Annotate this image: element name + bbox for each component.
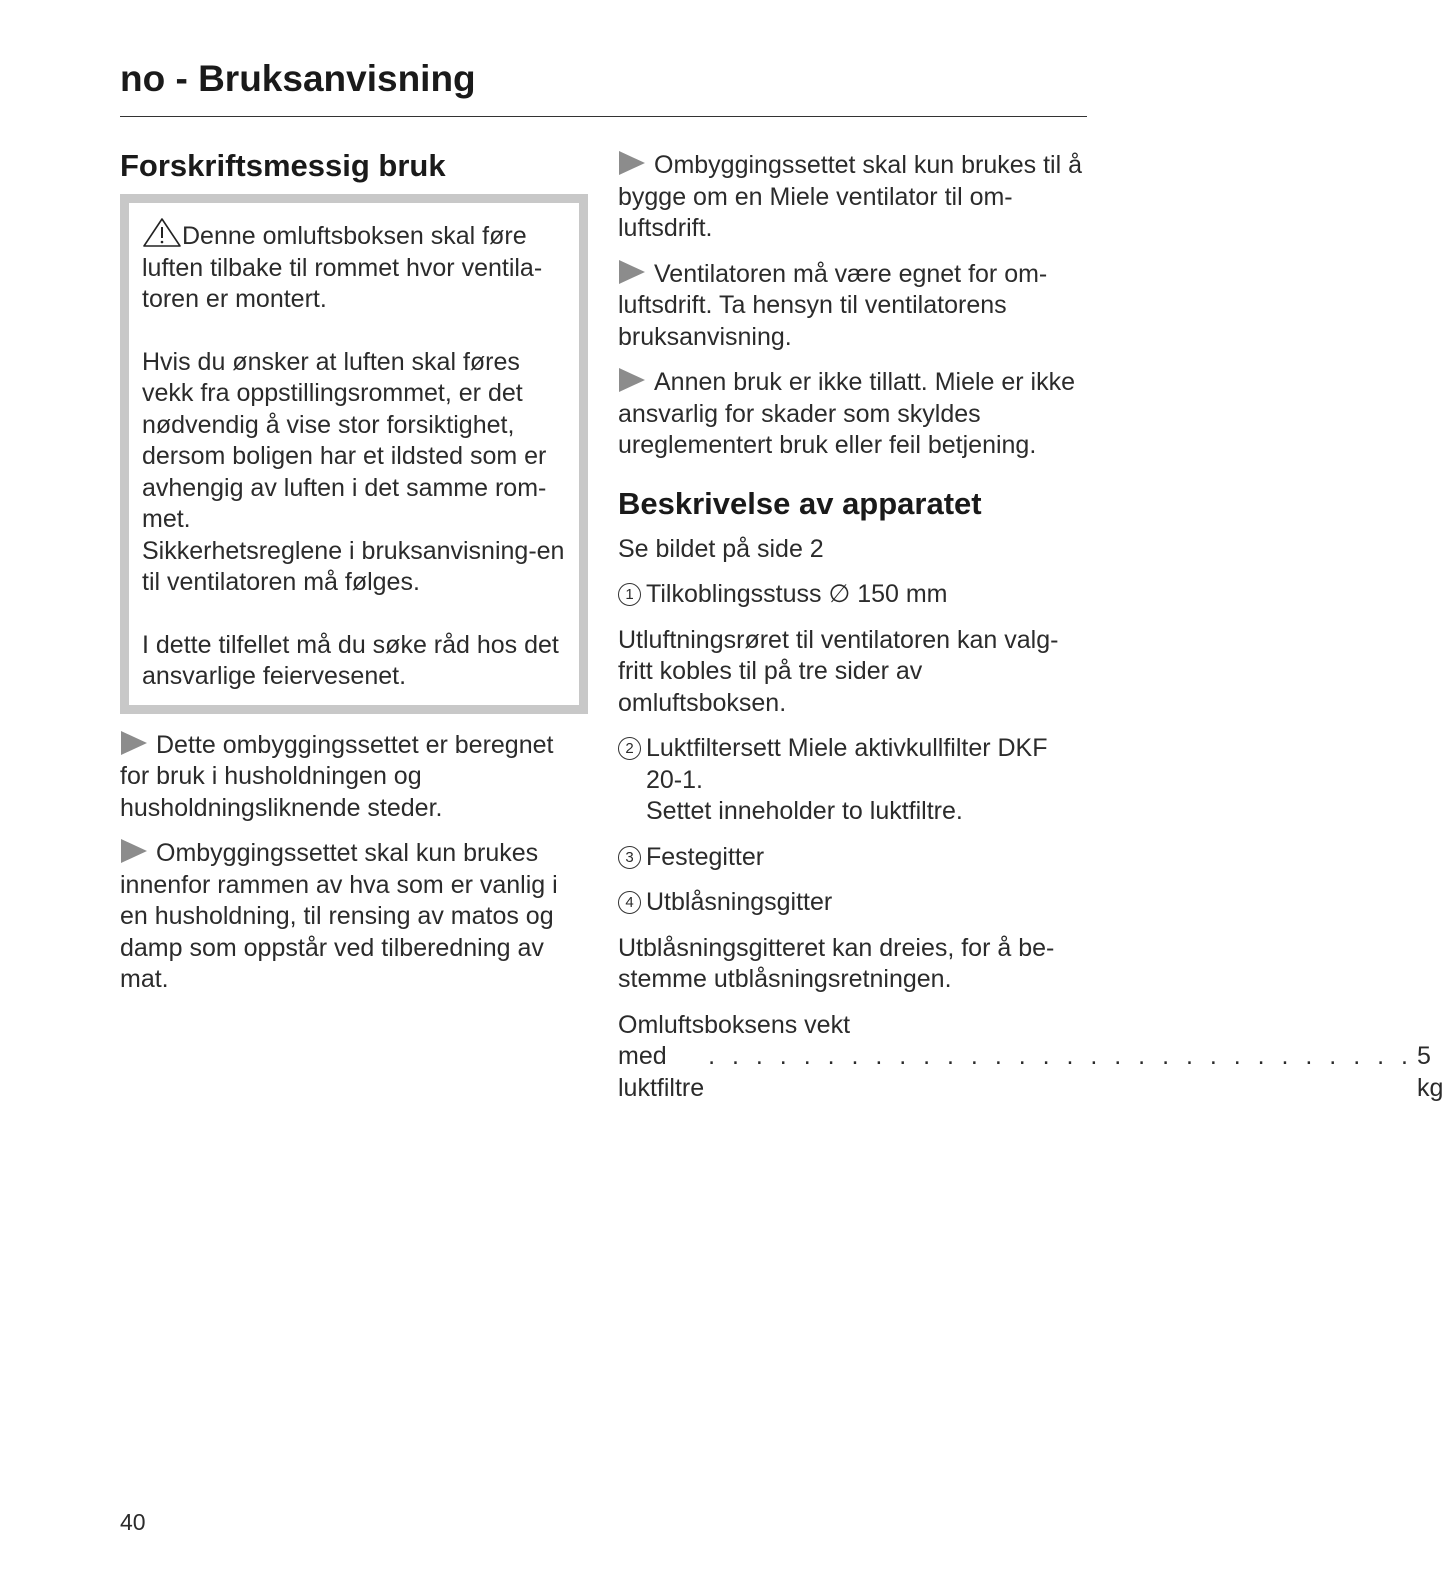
warning-triangle-icon bbox=[142, 217, 182, 247]
grille-note: Utblåsningsgitteret kan dreies, for å be-stemme utblåsningsretningen. bbox=[618, 933, 1055, 993]
callout-number: 4 bbox=[618, 891, 641, 914]
bullet-item: Ventilatoren må være egnet for om-luftsdrift. Ta hensyn til ventilatorens bruksanvisning. bbox=[618, 259, 1048, 351]
bullet-item: Ombyggingssettet skal kun brukes innenfor rammen av hva som er vanlig i en husholdning, til rensing av matos og damp som oppstår ved tilberedning av mat. bbox=[120, 839, 558, 993]
page-title: no - Bruksanvisning bbox=[120, 58, 476, 99]
weight-line-2: med luktfiltre . . . . . . . . . . . . . . . . . . . . . . . . . . . . . . 5 kg bbox=[618, 1041, 1088, 1104]
warning-text-2b: Sikkerhetsreglene i bruksanvisning-en til ventilatoren må følges. bbox=[142, 536, 565, 596]
bullet-triangle-icon bbox=[120, 839, 148, 863]
bullet-item: Annen bruk er ikke tillatt. Miele er ikke ansvarlig for skader som skyldes ureglementert bruk eller feil betjening. bbox=[618, 368, 1076, 459]
callout-number: 1 bbox=[618, 583, 641, 606]
description-intro: Se bildet på side 2 bbox=[618, 534, 824, 563]
numbered-item-4: 4 Utblåsningsgitter bbox=[618, 887, 1088, 919]
right-column bbox=[618, 150, 1443, 1104]
section-heading-intended-use: Forskriftsmessig bruk bbox=[120, 148, 446, 183]
page-number: 40 bbox=[120, 1509, 146, 1535]
connection-note: Utluftningsrøret til ventilatoren kan valg-fritt kobles til på tre sider av omluftsboksen. bbox=[618, 625, 1059, 717]
callout-number: 3 bbox=[618, 846, 641, 869]
weight-line-1: Omluftsboksens vekt bbox=[618, 1010, 851, 1039]
title-divider bbox=[120, 116, 1087, 117]
bullet-triangle-icon bbox=[618, 260, 646, 284]
callout-number: 2 bbox=[618, 737, 641, 760]
warning-paragraph-1 bbox=[142, 217, 567, 316]
weight-spec bbox=[618, 1010, 1443, 1105]
left-column bbox=[120, 148, 588, 996]
warning-paragraph-2 bbox=[142, 347, 567, 599]
numbered-item-1: 1 Tilkoblingsstuss ∅ 150 mm bbox=[618, 579, 1088, 611]
bullet-item: Dette ombyggingssettet er beregnet for bruk i husholdningen og husholdningsliknende steder. bbox=[120, 730, 554, 822]
bullet-item: Ombyggingssettet skal kun brukes til å bygge om en Miele ventilator til om-luftsdrift. bbox=[618, 151, 1082, 242]
leader-dots: . . . . . . . . . . . . . . . . . . . . . . . . . . . . . . bbox=[708, 1042, 1413, 1070]
weight-value: 5 kg bbox=[1416, 1042, 1443, 1102]
numbered-item-2: 2 Luktfiltersett Miele aktivkullfilter DKF 20-1. Settet inneholder to luktfiltre. bbox=[618, 733, 1088, 828]
warning-box bbox=[120, 194, 588, 714]
numbered-item-3: 3 Festegitter bbox=[618, 842, 1088, 874]
bullet-triangle-icon bbox=[618, 151, 646, 175]
bullet-triangle-icon bbox=[618, 368, 646, 392]
warning-text-1: Denne omluftsboksen skal føre luften tilbake til rommet hvor ventila-toren er montert. bbox=[142, 222, 543, 313]
warning-paragraph-3: I dette tilfellet må du søke råd hos det ansvarlige feiervesenet. bbox=[142, 630, 559, 690]
section-heading-description: Beskrivelse av apparatet bbox=[618, 485, 982, 521]
warning-text-2a: Hvis du ønsker at luften skal føres vekk fra oppstillingsrommet, er det nødvendig å vise stor forsiktighet, dersom boligen har et ildsted som er avhengig av luften i det samme rom-met. bbox=[142, 347, 547, 533]
bullet-triangle-icon bbox=[120, 731, 148, 755]
